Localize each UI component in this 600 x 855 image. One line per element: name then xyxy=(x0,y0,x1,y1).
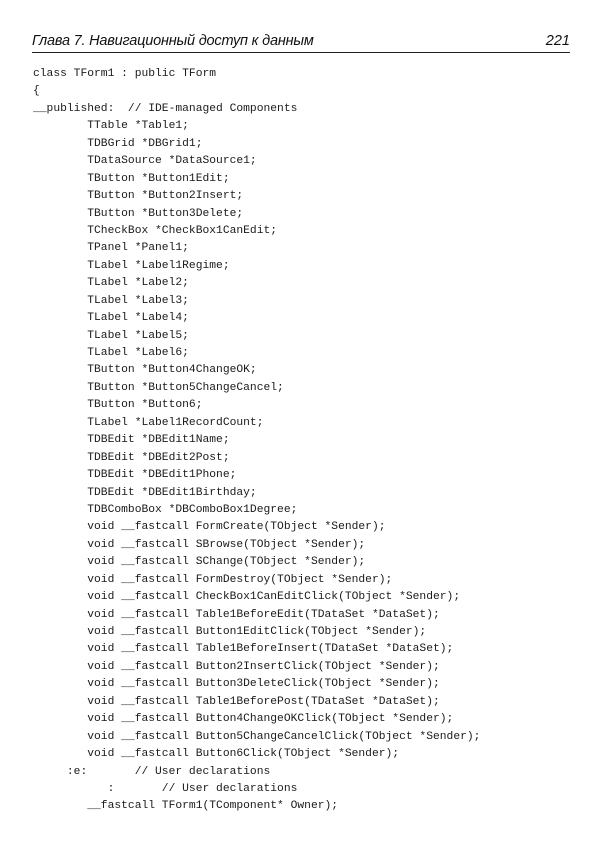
code-line: TButton *Button2Insert; xyxy=(33,190,244,203)
code-line: void __fastcall Table1BeforeInsert(TDataSet *DataSet); xyxy=(33,643,454,656)
code-line: TDBGrid *DBGrid1; xyxy=(33,137,203,150)
code-line: TButton *Button3Delete; xyxy=(33,207,244,220)
code-line: TLabel *Label4; xyxy=(33,312,189,325)
header-rule xyxy=(32,52,570,53)
code-line: TLabel *Label1Regime; xyxy=(33,259,230,272)
code-line: TDBEdit *DBEdit2Post; xyxy=(33,451,230,464)
page-number: 221 xyxy=(545,33,570,49)
code-line: : // User declarations xyxy=(33,782,298,795)
code-line: TLabel *Label6; xyxy=(33,347,189,359)
code-line: void __fastcall CheckBox1CanEditClick(TObject *Sender); xyxy=(33,591,461,604)
code-line: void __fastcall Button6Click(TObject *Sender); xyxy=(33,748,400,761)
code-line: TDBEdit *DBEdit1Birthday; xyxy=(33,486,257,499)
code-listing xyxy=(33,66,583,816)
code-line: void __fastcall FormCreate(TObject *Sender); xyxy=(33,521,386,534)
code-line: TButton *Button1Edit; xyxy=(33,172,230,185)
code-line: void __fastcall FormDestroy(TObject *Sender); xyxy=(33,573,393,586)
code-line: TPanel *Panel1; xyxy=(33,242,189,255)
code-line: void __fastcall Button3DeleteClick(TObject *Sender); xyxy=(33,678,440,691)
code-line: void __fastcall Button5ChangeCancelClick(TObject *Sender); xyxy=(33,730,481,743)
code-line: __fastcall TForm1(TComponent* Owner); xyxy=(33,800,339,813)
code-line: TCheckBox *CheckBox1CanEdit; xyxy=(33,224,278,237)
code-line: TButton *Button5ChangeCancel; xyxy=(33,381,284,394)
code-line: TLabel *Label2; xyxy=(33,277,189,290)
code-line: TDataSource *DataSource1; xyxy=(33,155,257,168)
page-header xyxy=(32,33,570,55)
code-line: :e: // User declarations xyxy=(33,765,271,778)
code-line: void __fastcall Table1BeforeEdit(TDataSet *DataSet); xyxy=(33,608,440,621)
code-line: void __fastcall Button1EditClick(TObject *Sender); xyxy=(33,626,427,638)
code-line: TLabel *Label3; xyxy=(33,294,189,307)
code-line: class TForm1 : public TForm xyxy=(33,68,217,80)
code-line: TLabel *Label1RecordCount; xyxy=(33,416,264,429)
code-line: void __fastcall Button4ChangeOKClick(TObject *Sender); xyxy=(33,713,454,726)
code-line: void __fastcall Table1BeforePost(TDataSet *DataSet); xyxy=(33,695,440,708)
code-line: TTable *Table1; xyxy=(33,120,189,133)
code-line: { xyxy=(33,85,40,98)
code-line: TDBComboBox *DBComboBox1Degree; xyxy=(33,503,298,516)
code-line: void __fastcall SBrowse(TObject *Sender); xyxy=(33,538,366,551)
running-head-title: Глава 7. Навигационный доступ к данным xyxy=(32,33,314,49)
code-line: TDBEdit *DBEdit1Name; xyxy=(33,434,230,447)
code-line: TButton *Button6; xyxy=(33,399,203,412)
code-line: void __fastcall Button2InsertClick(TObject *Sender); xyxy=(33,660,440,673)
code-line: __published: // IDE-managed Components xyxy=(33,102,298,115)
code-line: TLabel *Label5; xyxy=(33,329,189,342)
code-line: TDBEdit *DBEdit1Phone; xyxy=(33,469,237,482)
code-line: TButton *Button4ChangeOK; xyxy=(33,364,257,377)
code-line: void __fastcall SChange(TObject *Sender); xyxy=(33,556,366,569)
